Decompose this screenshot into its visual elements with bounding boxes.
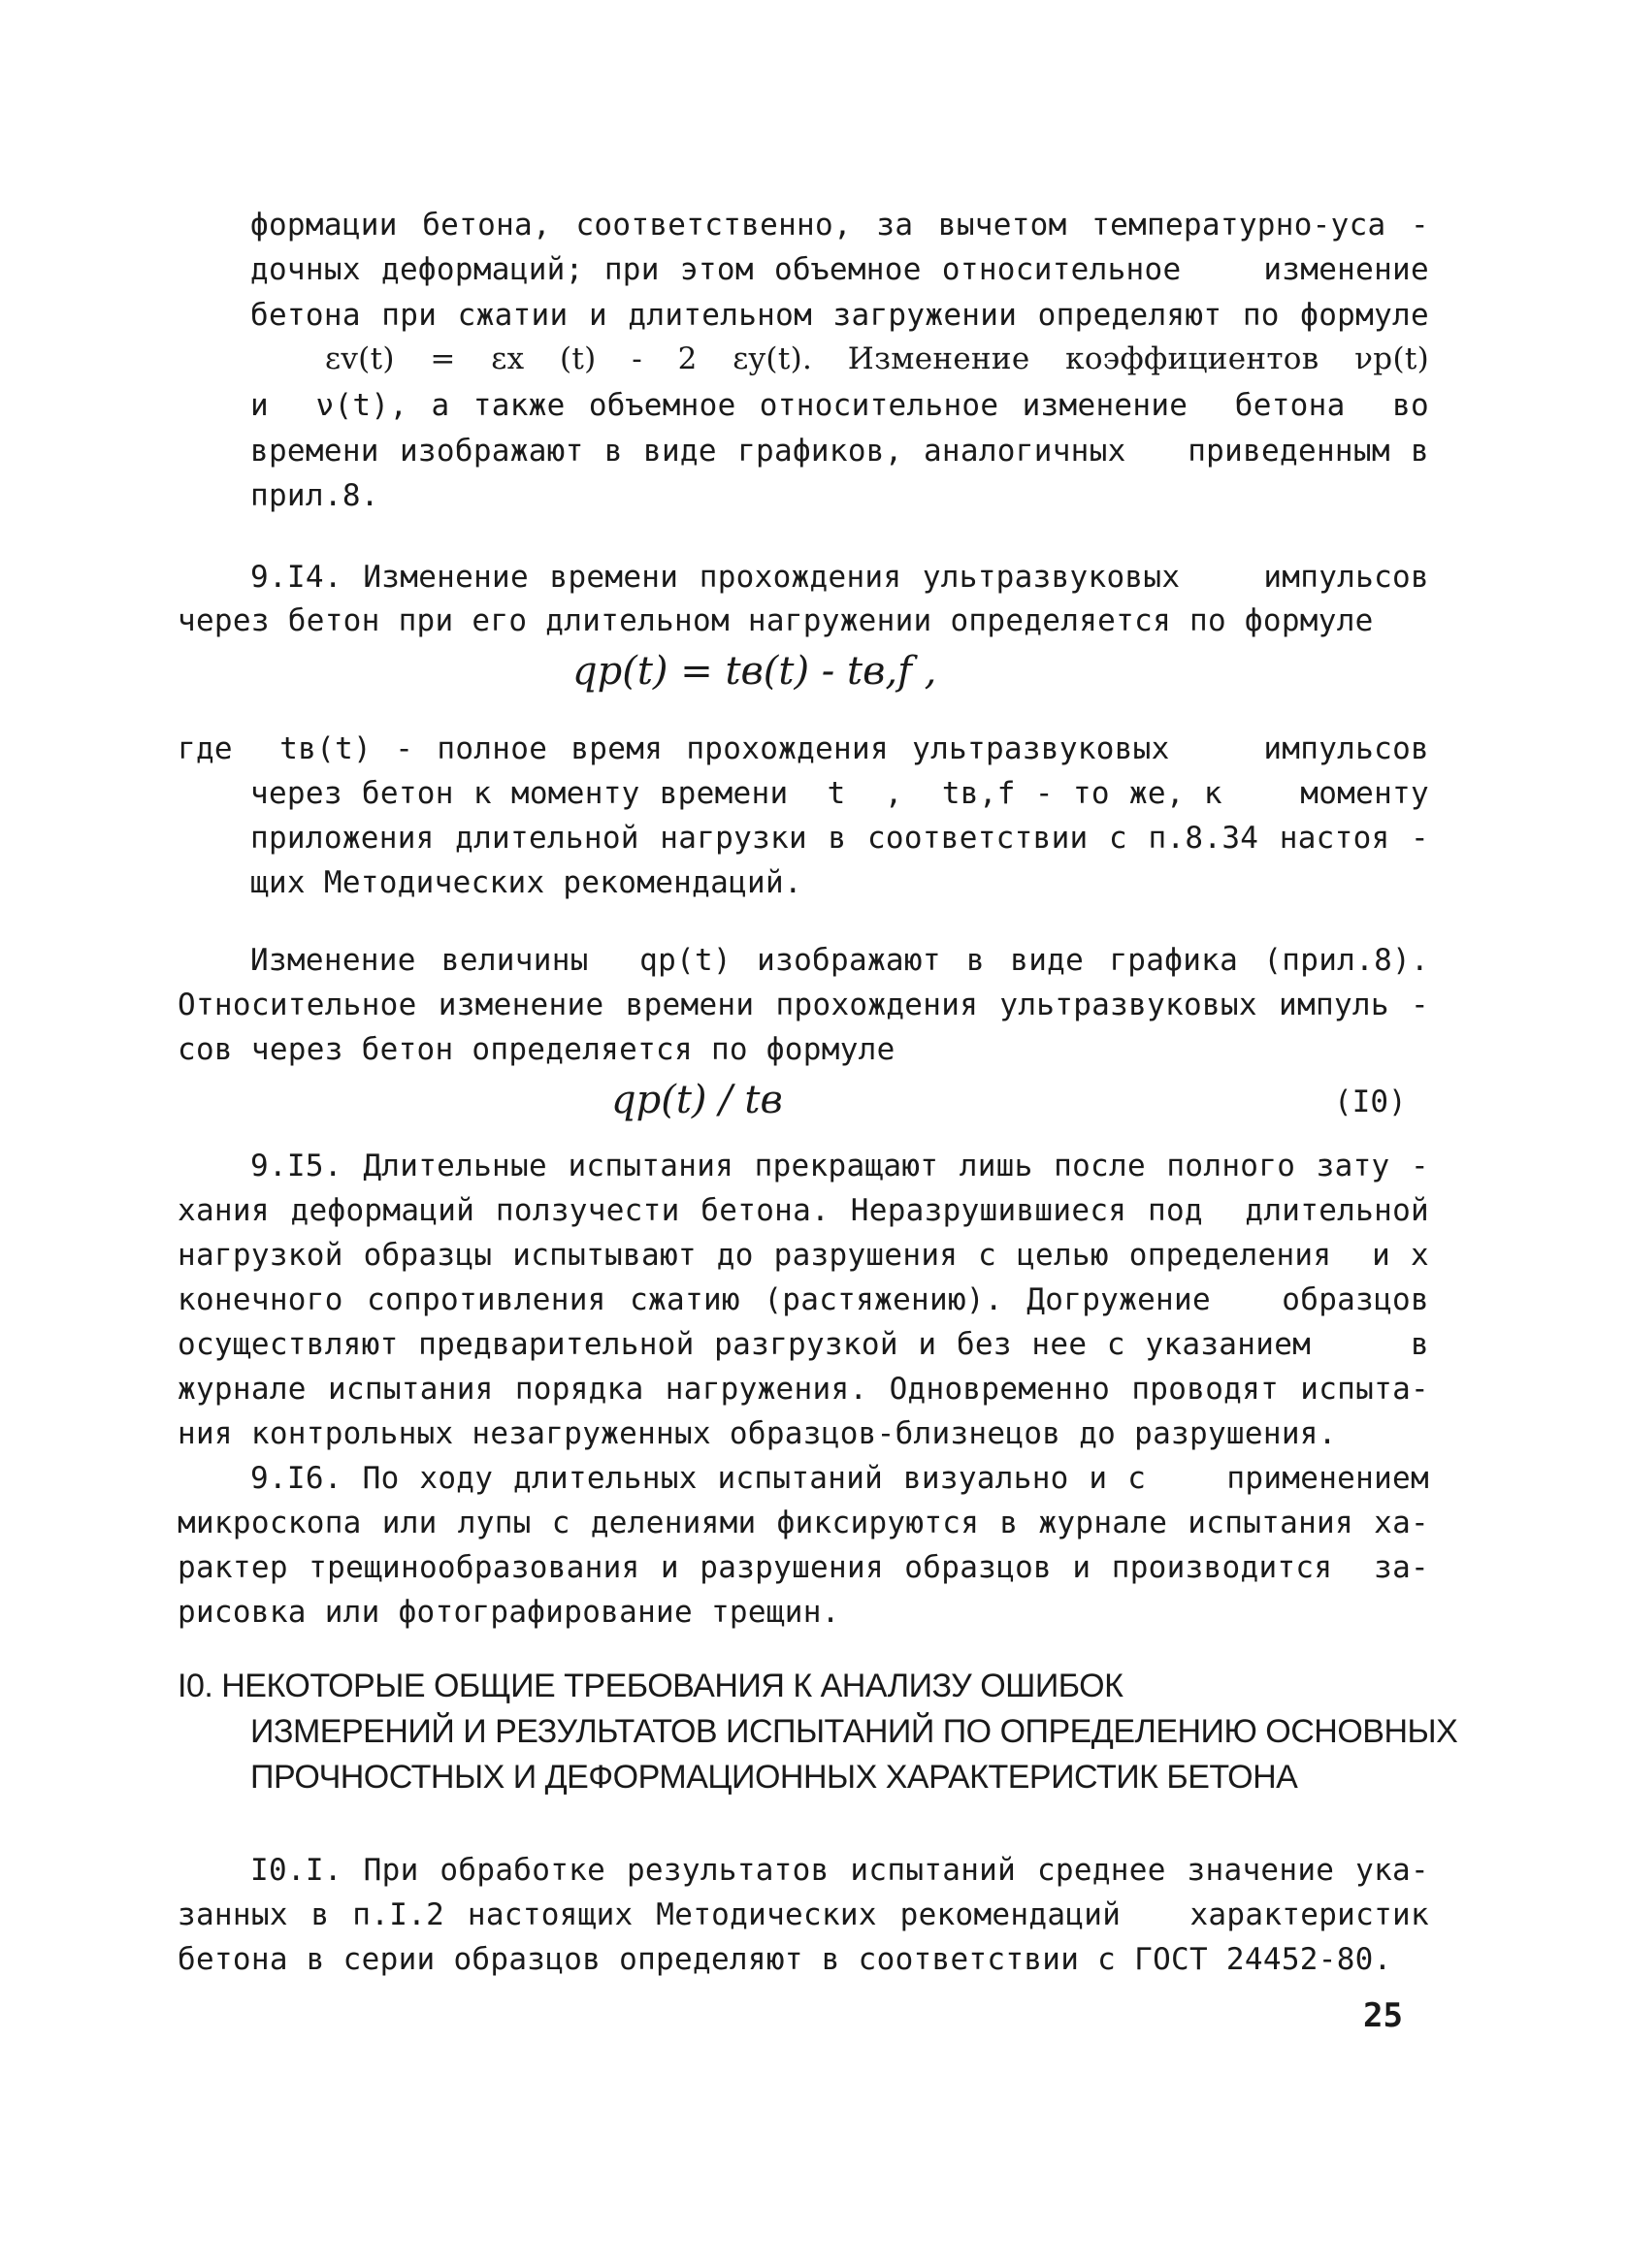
equation-number: (I0) [1334, 1085, 1407, 1119]
text-line-with-formula: εv(t) = εx (t) - 2 εy(t). Изменение коэффициентов νp(t) [325, 341, 1429, 376]
page-number: 25 [1363, 1996, 1403, 2035]
section-9-15-line: 9.I5. Длительные испытания прекращают лишь после полного зату - [250, 1149, 1429, 1183]
text-line: прил.8. [250, 478, 379, 513]
section-9-15-line: ния контрольных незагруженных образцов-близнецов до разрушения. [178, 1416, 1337, 1451]
change-line: сов через бетон определяется по формуле [178, 1032, 895, 1067]
section-10-1-line: I0.I. При обработке результатов испытаний среднее значение ука- [250, 1853, 1429, 1888]
section-9-14-line: 9.I4. Изменение времени прохождения ультразвуковых импульсов [250, 560, 1429, 595]
text-line: формации бетона, соответственно, за вычетом температурно-уса - [250, 208, 1429, 243]
section-9-15-line: осуществляют предварительной разгрузкой и без нее с указанием в [178, 1327, 1429, 1362]
formula-relative: qp(t) / tв [611, 1078, 783, 1122]
formula-qp: qp(t) = tв(t) - tв,f , [572, 649, 937, 694]
where-line: через бетон к моменту времени t , tв,f - то же, к моменту [250, 776, 1429, 811]
section-9-16-line: рисовка или фотографирование трещин. [178, 1595, 840, 1630]
section-9-15-line: конечного сопротивления сжатию (растяжению). Догружение образцов [178, 1282, 1429, 1317]
section-9-15-line: журнале испытания порядка нагружения. Одновременно проводят испыта- [178, 1372, 1429, 1407]
section-heading: ПРОЧНОСТНЫХ И ДЕФОРМАЦИОННЫХ ХАРАКТЕРИСТИК БЕТОНА [250, 1759, 1298, 1796]
change-line: Относительное изменение времени прохождения ультразвуковых импуль - [178, 988, 1429, 1022]
section-9-15-line: нагрузкой образцы испытывают до разрушения с целью определения и х [178, 1238, 1429, 1273]
text-line: дочных деформаций; при этом объемное относительное изменение [250, 252, 1429, 287]
section-9-16-line: микроскопа или лупы с делениями фиксируются в журнале испытания ха- [178, 1506, 1429, 1540]
section-9-16-line: рактер трещинообразования и разрушения образцов и производится за- [178, 1550, 1429, 1585]
section-10-1-line: занных в п.I.2 настоящих Методических рекомендаций характеристик [178, 1897, 1429, 1932]
text-line: бетона при сжатии и длительном загружении определяют по формуле [250, 298, 1429, 333]
where-line: щих Методических рекомендаций. [250, 865, 802, 900]
where-line: приложения длительной нагрузки в соответствии с п.8.34 настоя - [250, 821, 1429, 856]
section-10-1-line: бетона в серии образцов определяют в соответствии с ГОСТ 24452-80. [178, 1942, 1392, 1977]
text-line: и ν(t), а также объемное относительное изменение бетона во [250, 388, 1429, 423]
section-9-16-line: 9.I6. По ходу длительных испытаний визуально и с применением [250, 1461, 1429, 1496]
text-line: времени изображают в виде графиков, аналогичных приведенным в [250, 434, 1429, 469]
section-9-15-line: хания деформаций ползучести бетона. Неразрушившиеся под длительной [178, 1193, 1429, 1228]
section-heading: I0. НЕКОТОРЫЕ ОБЩИЕ ТРЕБОВАНИЯ К АНАЛИЗУ ОШИБОК [178, 1668, 1123, 1704]
change-line: Изменение величины qp(t) изображают в виде графика (прил.8). [250, 943, 1429, 978]
section-heading: ИЗМЕРЕНИЙ И РЕЗУЛЬТАТОВ ИСПЫТАНИЙ ПО ОПРЕДЕЛЕНИЮ ОСНОВНЫХ [250, 1713, 1458, 1750]
section-9-14-line: через бетон при его длительном нагружении определяется по формуле [178, 603, 1374, 638]
where-line: где tв(t) - полное время прохождения ультразвуковых импульсов [178, 731, 1429, 766]
